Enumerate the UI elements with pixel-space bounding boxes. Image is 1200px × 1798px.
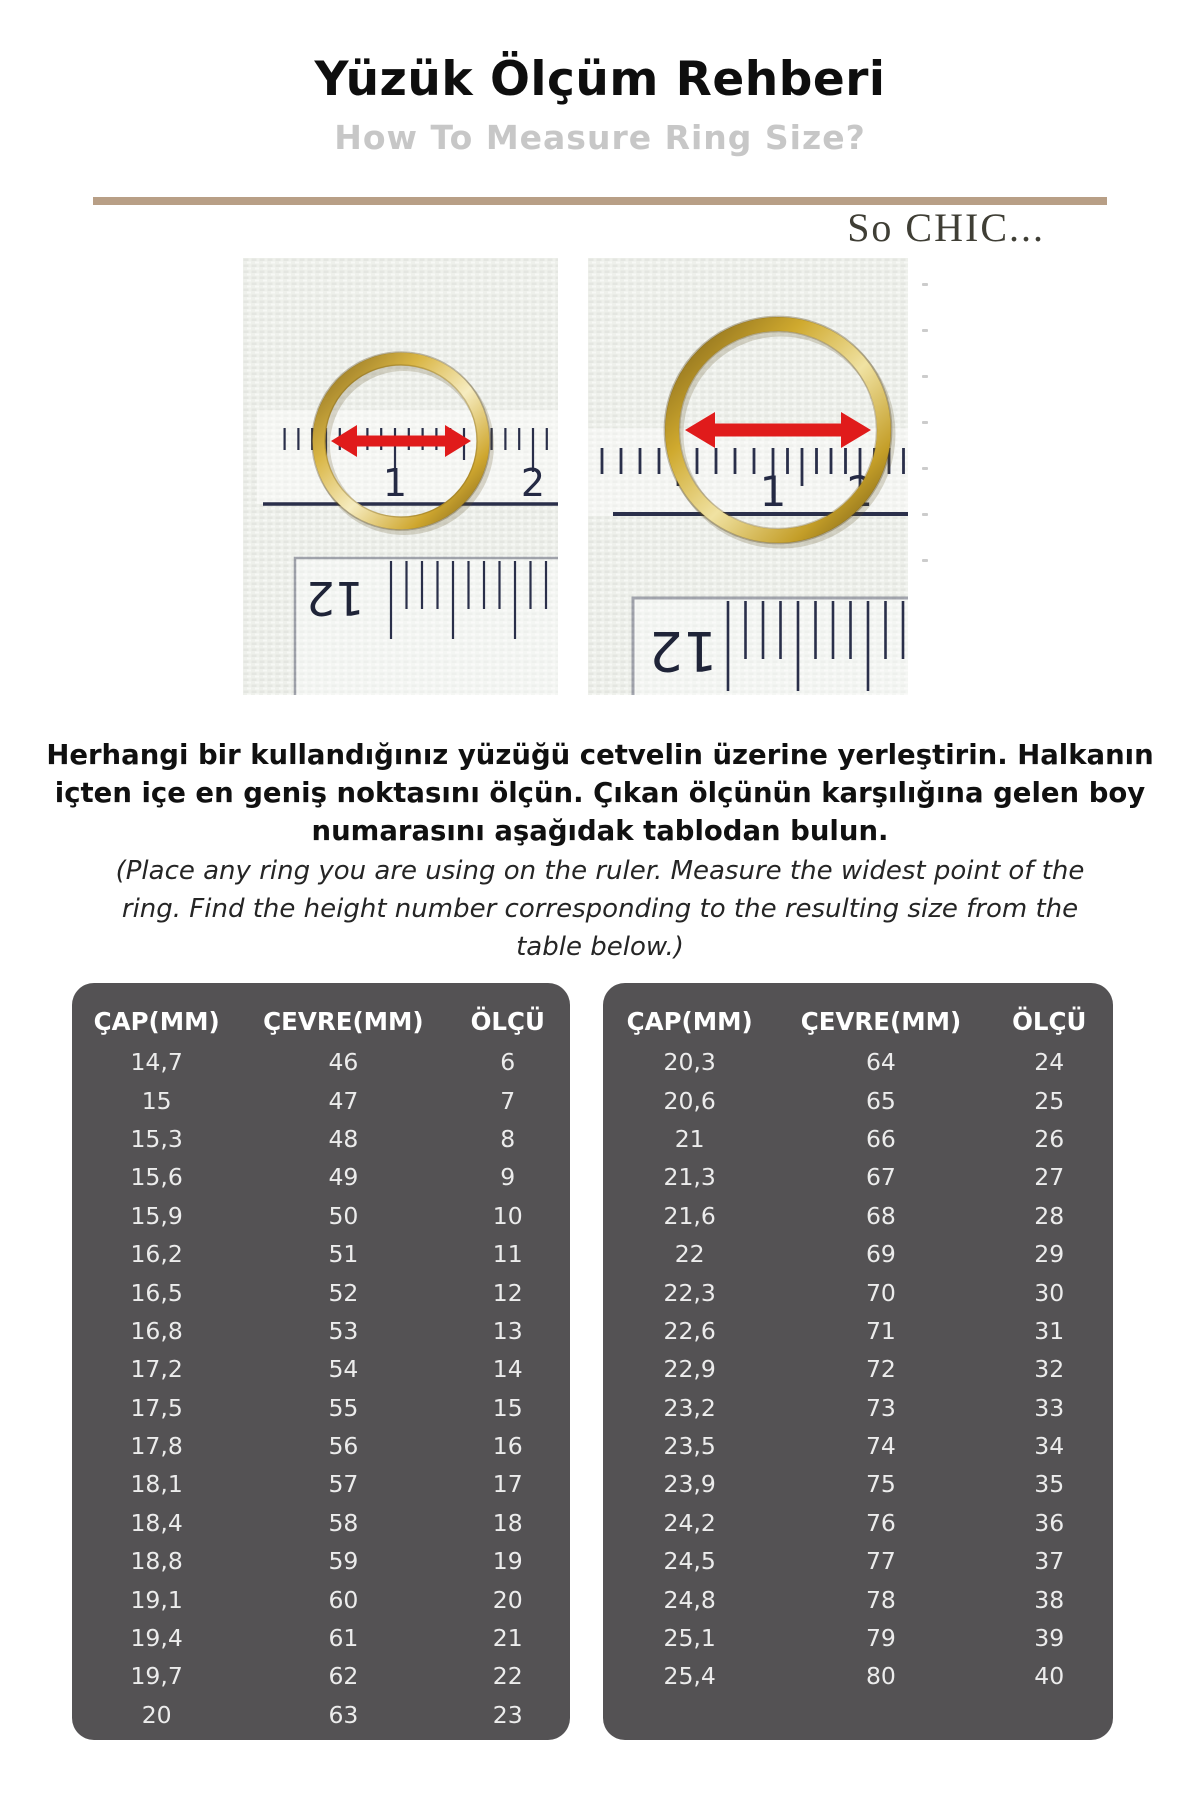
olcu-value: 32 bbox=[1034, 1355, 1065, 1384]
cap-value: 22 bbox=[674, 1240, 705, 1269]
cevre-value: 59 bbox=[328, 1547, 359, 1576]
cevre-value: 63 bbox=[328, 1700, 359, 1729]
table-row bbox=[603, 1504, 1113, 1542]
olcu-value: 27 bbox=[1034, 1163, 1065, 1192]
table-header-row bbox=[603, 983, 1113, 1043]
cap-value: 17,8 bbox=[130, 1432, 183, 1461]
cevre-value: 79 bbox=[865, 1624, 896, 1653]
ring-size-table-left bbox=[72, 983, 570, 1740]
olcu-value: 33 bbox=[1034, 1393, 1065, 1422]
cevre-value: 65 bbox=[865, 1086, 896, 1115]
cevre-value: 80 bbox=[865, 1662, 896, 1691]
instruction-turkish-line2: içten içe en geniş noktasını ölçün. Çıkan ölçünün karşılığına gelen boy bbox=[54, 777, 1146, 809]
cevre-value: 66 bbox=[865, 1124, 896, 1153]
olcu-value: 30 bbox=[1034, 1278, 1065, 1307]
cap-value: 19,1 bbox=[130, 1585, 183, 1614]
decorative-dash bbox=[922, 467, 928, 470]
ruler-number-1: 1 bbox=[382, 461, 408, 505]
table-body bbox=[72, 1043, 570, 1734]
cevre-value: 48 bbox=[328, 1124, 359, 1153]
cevre-value: 75 bbox=[865, 1470, 896, 1499]
table-row bbox=[603, 1580, 1113, 1618]
olcu-value: 28 bbox=[1034, 1201, 1065, 1230]
ring-photo-large bbox=[588, 258, 908, 695]
table-row bbox=[603, 1350, 1113, 1388]
cevre-value: 72 bbox=[865, 1355, 896, 1384]
cap-value: 20,6 bbox=[663, 1086, 716, 1115]
cap-value: 23,2 bbox=[663, 1393, 716, 1422]
cevre-value: 55 bbox=[328, 1393, 359, 1422]
instruction-english bbox=[0, 852, 1200, 966]
cevre-value: 50 bbox=[328, 1201, 359, 1230]
cap-value: 22,6 bbox=[663, 1316, 716, 1345]
cevre-value: 54 bbox=[328, 1355, 359, 1384]
decorative-dash bbox=[922, 513, 928, 516]
table-row bbox=[72, 1465, 570, 1503]
cevre-value: 53 bbox=[328, 1316, 359, 1345]
instruction-english-line1: (Place any ring you are using on the ruler. Measure the widest point of the bbox=[115, 856, 1085, 886]
table-header-cap: ÇAP(MM) bbox=[93, 1006, 220, 1036]
table-row bbox=[72, 1542, 570, 1580]
cap-value: 25,1 bbox=[663, 1624, 716, 1653]
table-row bbox=[603, 1389, 1113, 1427]
table-row bbox=[603, 1427, 1113, 1465]
cevre-value: 73 bbox=[865, 1393, 896, 1422]
cevre-value: 49 bbox=[328, 1163, 359, 1192]
table-row bbox=[603, 1081, 1113, 1119]
decorative-dash bbox=[922, 329, 928, 332]
cap-value: 16,5 bbox=[130, 1278, 183, 1307]
olcu-value: 29 bbox=[1034, 1240, 1065, 1269]
ruler-number-2: 2 bbox=[520, 461, 546, 505]
olcu-value: 23 bbox=[492, 1700, 523, 1729]
cevre-value: 76 bbox=[865, 1508, 896, 1537]
olcu-value: 40 bbox=[1034, 1662, 1065, 1691]
table-row bbox=[72, 1197, 570, 1235]
ruler-number-1: 1 bbox=[759, 467, 787, 516]
olcu-value: 6 bbox=[500, 1048, 516, 1077]
olcu-value: 31 bbox=[1034, 1316, 1065, 1345]
instruction-english-line3: table below.) bbox=[516, 932, 684, 962]
olcu-value: 18 bbox=[492, 1508, 523, 1537]
instruction-english-line2: ring. Find the height number corresponding to the resulting size from the bbox=[121, 894, 1079, 924]
olcu-value: 20 bbox=[492, 1585, 523, 1614]
olcu-value: 9 bbox=[500, 1163, 516, 1192]
table-row bbox=[603, 1465, 1113, 1503]
decorative-dash bbox=[922, 375, 928, 378]
cevre-value: 60 bbox=[328, 1585, 359, 1614]
table-row bbox=[72, 1158, 570, 1196]
table-row bbox=[72, 1504, 570, 1542]
cevre-value: 70 bbox=[865, 1278, 896, 1307]
decorative-dash bbox=[922, 421, 928, 424]
table-row bbox=[72, 1619, 570, 1657]
cevre-value: 51 bbox=[328, 1240, 359, 1269]
cap-value: 17,2 bbox=[130, 1355, 183, 1384]
table-row bbox=[603, 1043, 1113, 1081]
table-body bbox=[603, 1043, 1113, 1696]
cap-value: 18,8 bbox=[130, 1547, 183, 1576]
cap-value: 18,1 bbox=[130, 1470, 183, 1499]
cevre-value: 61 bbox=[328, 1624, 359, 1653]
cevre-value: 56 bbox=[328, 1432, 359, 1461]
olcu-value: 39 bbox=[1034, 1624, 1065, 1653]
table-row bbox=[72, 1235, 570, 1273]
cap-value: 23,9 bbox=[663, 1470, 716, 1499]
table-row bbox=[72, 1696, 570, 1734]
ruler-number-12-flipped: 12 bbox=[305, 571, 365, 625]
cevre-value: 68 bbox=[865, 1201, 896, 1230]
ruler-band bbox=[257, 410, 558, 504]
cap-value: 15,9 bbox=[130, 1201, 183, 1230]
olcu-value: 17 bbox=[492, 1470, 523, 1499]
table-row bbox=[72, 1043, 570, 1081]
table-header-cap: ÇAP(MM) bbox=[626, 1006, 753, 1036]
ruler-number-2: 2 bbox=[846, 467, 874, 516]
cap-value: 21 bbox=[674, 1124, 705, 1153]
olcu-value: 15 bbox=[492, 1393, 523, 1422]
page-title: Yüzük Ölçüm Rehberi bbox=[314, 52, 886, 107]
cevre-value: 77 bbox=[865, 1547, 896, 1576]
olcu-value: 24 bbox=[1034, 1048, 1065, 1077]
cap-value: 20 bbox=[141, 1700, 172, 1729]
olcu-value: 14 bbox=[492, 1355, 523, 1384]
table-row bbox=[603, 1197, 1113, 1235]
table-row bbox=[603, 1542, 1113, 1580]
cap-value: 21,3 bbox=[663, 1163, 716, 1192]
table-header-olcu: ÖLÇÜ bbox=[470, 1006, 545, 1036]
cap-value: 16,2 bbox=[130, 1240, 183, 1269]
table-row bbox=[603, 1120, 1113, 1158]
cap-value: 22,9 bbox=[663, 1355, 716, 1384]
cap-value: 24,8 bbox=[663, 1585, 716, 1614]
cevre-value: 57 bbox=[328, 1470, 359, 1499]
olcu-value: 16 bbox=[492, 1432, 523, 1461]
cap-value: 14,7 bbox=[130, 1048, 183, 1077]
table-row bbox=[72, 1081, 570, 1119]
table-row bbox=[72, 1657, 570, 1695]
table-row bbox=[72, 1427, 570, 1465]
olcu-value: 10 bbox=[492, 1201, 523, 1230]
table-row bbox=[603, 1273, 1113, 1311]
olcu-value: 34 bbox=[1034, 1432, 1065, 1461]
cap-value: 19,7 bbox=[130, 1662, 183, 1691]
cevre-value: 74 bbox=[865, 1432, 896, 1461]
cap-value: 19,4 bbox=[130, 1624, 183, 1653]
decorative-dash bbox=[922, 559, 928, 562]
olcu-value: 8 bbox=[500, 1124, 516, 1153]
cevre-value: 69 bbox=[865, 1240, 896, 1269]
table-row bbox=[72, 1120, 570, 1158]
table-header-cevre: ÇEVRE(MM) bbox=[263, 1006, 424, 1036]
table-header-cevre: ÇEVRE(MM) bbox=[800, 1006, 962, 1036]
instruction-turkish bbox=[0, 736, 1200, 850]
cap-value: 16,8 bbox=[130, 1316, 183, 1345]
table-row bbox=[72, 1350, 570, 1388]
table-row bbox=[603, 1235, 1113, 1273]
ring-size-table-right bbox=[603, 983, 1113, 1740]
table-header-row bbox=[72, 983, 570, 1043]
cap-value: 15,6 bbox=[130, 1163, 183, 1192]
table-row bbox=[603, 1619, 1113, 1657]
cap-value: 23,5 bbox=[663, 1432, 716, 1461]
cap-value: 17,5 bbox=[130, 1393, 183, 1422]
instruction-turkish-line3: numarasını aşağıdak tablodan bulun. bbox=[311, 815, 889, 847]
olcu-value: 19 bbox=[492, 1547, 523, 1576]
cevre-value: 78 bbox=[865, 1585, 896, 1614]
decorative-dash bbox=[922, 283, 928, 286]
cevre-value: 52 bbox=[328, 1278, 359, 1307]
table-row bbox=[72, 1312, 570, 1350]
ring-photo-small bbox=[243, 258, 558, 695]
cap-value: 18,4 bbox=[130, 1508, 183, 1537]
cevre-value: 67 bbox=[865, 1163, 896, 1192]
page-subtitle: How To Measure Ring Size? bbox=[334, 118, 866, 157]
ruler-number-12-flipped: 12 bbox=[648, 619, 718, 682]
cap-value: 24,2 bbox=[663, 1508, 716, 1537]
table-row bbox=[603, 1312, 1113, 1350]
table-row bbox=[72, 1580, 570, 1618]
olcu-value: 11 bbox=[492, 1240, 523, 1269]
cap-value: 21,6 bbox=[663, 1201, 716, 1230]
olcu-value: 35 bbox=[1034, 1470, 1065, 1499]
cap-value: 15,3 bbox=[130, 1124, 183, 1153]
cap-value: 15 bbox=[141, 1086, 172, 1115]
table-header-olcu: ÖLÇÜ bbox=[1012, 1006, 1087, 1036]
olcu-value: 38 bbox=[1034, 1585, 1065, 1614]
cevre-value: 46 bbox=[328, 1048, 359, 1077]
olcu-value: 26 bbox=[1034, 1124, 1065, 1153]
cap-value: 24,5 bbox=[663, 1547, 716, 1576]
table-row bbox=[72, 1273, 570, 1311]
olcu-value: 36 bbox=[1034, 1508, 1065, 1537]
cap-value: 25,4 bbox=[663, 1662, 716, 1691]
olcu-value: 7 bbox=[500, 1086, 516, 1115]
olcu-value: 22 bbox=[492, 1662, 523, 1691]
cap-value: 20,3 bbox=[663, 1048, 716, 1077]
olcu-value: 37 bbox=[1034, 1547, 1065, 1576]
table-row bbox=[72, 1389, 570, 1427]
table-row bbox=[603, 1158, 1113, 1196]
olcu-value: 13 bbox=[492, 1316, 523, 1345]
olcu-value: 12 bbox=[492, 1278, 523, 1307]
brand-logo: So CHIC... bbox=[847, 205, 1045, 250]
cap-value: 22,3 bbox=[663, 1278, 716, 1307]
olcu-value: 21 bbox=[492, 1624, 523, 1653]
cevre-value: 71 bbox=[865, 1316, 896, 1345]
cevre-value: 58 bbox=[328, 1508, 359, 1537]
table-row bbox=[603, 1657, 1113, 1695]
cevre-value: 62 bbox=[328, 1662, 359, 1691]
cevre-value: 64 bbox=[865, 1048, 896, 1077]
instruction-turkish-line1: Herhangi bir kullandığınız yüzüğü cetvelin üzerine yerleştirin. Halkanın bbox=[46, 739, 1154, 771]
cevre-value: 47 bbox=[328, 1086, 359, 1115]
olcu-value: 25 bbox=[1034, 1086, 1065, 1115]
